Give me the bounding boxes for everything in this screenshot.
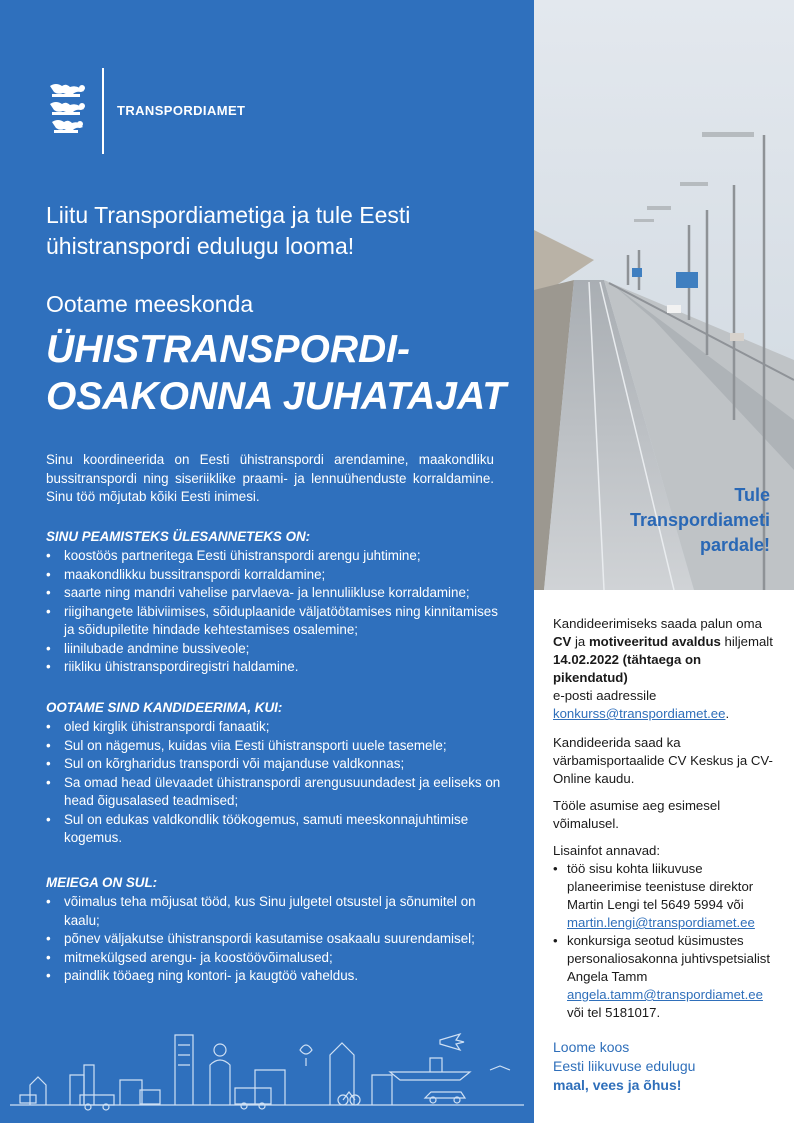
requirements-list — [46, 718, 502, 848]
list-item: • saarte ning mandri vahelise parvlaeva- ja lennuliikluse korraldamine; — [46, 584, 502, 603]
list-item: • riigihangete läbiviimises, sõiduplaanide väljatöötamises ning kinnitamises ja sõidupiletite hindade kehtestamises osalemine; — [46, 603, 502, 640]
list-item: • paindlik tööaeg ning kontori- ja kaugtöö vaheldus. — [46, 967, 502, 986]
contacts-block — [553, 842, 775, 1022]
benefits-list — [46, 893, 502, 986]
start-date-text: Tööle asumise aeg esimesel võimalusel. — [553, 798, 721, 831]
slogan-join: Tule Transpordiameti pardale! — [629, 485, 770, 555]
application-instructions: Kandideerimiseks saada palun oma CV ja motiveeritud avaldus hiljemalt 14.02.2022 (tähtaega on pikendatud) e-posti aadressile konkurss@transpordiamet.ee. — [553, 616, 773, 721]
contact-email-link[interactable]: martin.lengi@transpordiamet.ee — [567, 915, 755, 930]
portals-text: Kandideerida saad ka värbamisportaalide CV Keskus ja CV-Online kaudu. — [553, 735, 773, 786]
list-item: • riikliku ühistranspordiregistri haldamine. — [46, 658, 502, 677]
coat-of-arms-icon — [46, 80, 90, 142]
list-item: • Sul on nägemus, kuidas viia Eesti ühistransporti uuele tasemele; — [46, 737, 502, 756]
section-title-requirements: OOTAME SIND KANDIDEERIMA, KUI: — [46, 700, 283, 715]
contacts-list — [553, 860, 775, 1022]
job-title: ÜHISTRANSPORDI- OSAKONNA JUHATAJAT — [46, 328, 507, 418]
closing-slogan: Loome koos Eesti liikuvuse edulugu maal, vees ja õhus! — [553, 1039, 696, 1093]
intro-text: Liitu Transpordiametiga ja tule Eesti ühistranspordi edulugu looma! — [46, 202, 411, 259]
list-item: • mitmekülgsed arengu- ja koostöövõimalused; — [46, 949, 502, 968]
list-item: • töö sisu kohta liikuvuse planeerimise teenistuse direktor Martin Lengi tel 5649 5994 või martin.lengi@transpordiamet.ee — [553, 860, 775, 932]
list-item: • põnev väljakutse ühistranspordi kasutamise osakaalu suurendamisel; — [46, 930, 502, 949]
list-item: • maakondlikku bussitranspordi korraldamine; — [46, 566, 502, 585]
list-item: • liinilubade andmine bussiveole; — [46, 640, 502, 659]
application-email-link[interactable]: konkurss@transpordiamet.ee — [553, 706, 726, 721]
list-item: • konkursiga seotud küsimustes personaliosakonna juhtivspetsialist Angela Tamm angela.tamm@transpordiamet.ee või tel 5181017. — [553, 932, 775, 1022]
lead-text: Ootame meeskonda — [46, 291, 254, 317]
list-item: • võimalus teha mõjusat tööd, kus Sinu julgetel otsustel ja sõnumitel on kaalu; — [46, 893, 502, 930]
transport-skyline-illustration — [0, 1010, 534, 1123]
list-item: • oled kirglik ühistranspordi fanaatik; — [46, 718, 502, 737]
contacts-title: Lisainfot annavad: — [553, 843, 661, 858]
list-item: • Sa omad head ülevaadet ühistranspordi arengusuundadest ja eeliseks on head õigusalased teadmised; — [46, 774, 502, 811]
list-item: • Sul on kõrgharidus transpordi või majanduse valdkonnas; — [46, 755, 502, 774]
section-title-benefits: MEIEGA ON SUL: — [46, 875, 158, 890]
highway-photo — [534, 0, 794, 590]
logo-wordmark: TRANSPORDIAMET — [117, 103, 246, 118]
duties-list — [46, 547, 502, 677]
contact-email-link[interactable]: angela.tamm@transpordiamet.ee — [567, 987, 763, 1002]
list-item: • Sul on edukas valdkondlik töökogemus, samuti meeskonnajuhtimise kogemus. — [46, 811, 502, 848]
section-title-duties: SINU PEAMISTEKS ÜLESANNETEKS ON: — [46, 529, 311, 544]
job-description: Sinu koordineerida on Eesti ühistranspordi arendamine, maakondliku bussitranspordi ning siseriiklike praami- ja lennuühenduste korraldamine. Sinu töö mõjutab kõiki Eesti inimesi. — [46, 452, 494, 504]
logo-divider — [102, 68, 104, 154]
list-item: • koostöös partneritega Eesti ühistranspordi arengu juhtimine; — [46, 547, 502, 566]
